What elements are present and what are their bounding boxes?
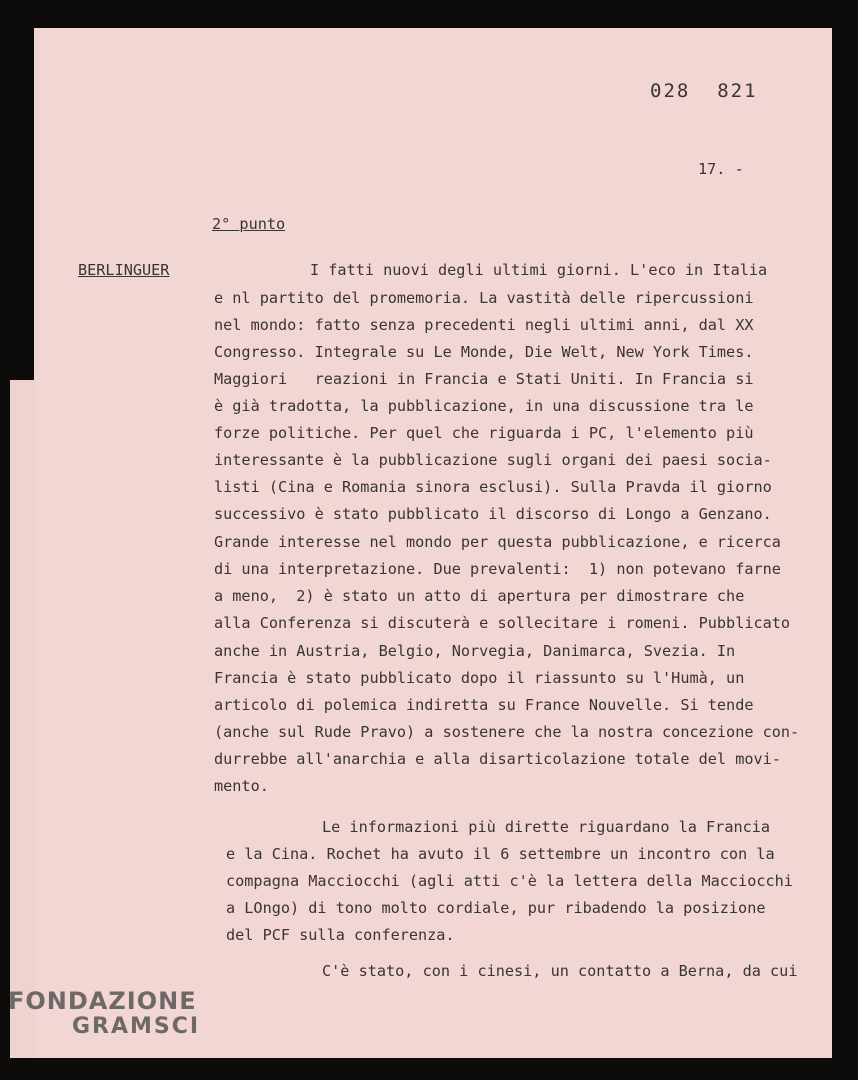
logo-line-1: FONDAZIONE — [8, 987, 197, 1015]
archive-number: 028 821 — [650, 80, 758, 102]
paragraph-line: a LOngo) di tono molto cordiale, pur ribadendo la posizione — [226, 899, 766, 917]
paragraph-line: successivo è stato pubblicato il discorso di Longo a Genzano. — [214, 505, 772, 523]
paragraph-line: nel mondo: fatto senza precedenti negli ultimi anni, dal XX — [214, 316, 754, 334]
paragraph-line: alla Conferenza si discuterà e sollecitare i romeni. Pubblicato — [214, 614, 791, 632]
paragraph-line: Maggiori reazioni in Francia e Stati Uniti. In Francia si — [214, 370, 754, 388]
paragraph-line: articolo di polemica indiretta su France Nouvelle. Si tende — [214, 696, 754, 714]
paragraph-line: mento. — [214, 777, 269, 795]
paragraph-line: Francia è stato pubblicato dopo il riassunto su l'Humà, un — [214, 669, 745, 687]
speaker-name: BERLINGUER — [78, 261, 170, 279]
paragraph-line: a meno, 2) è stato un atto di apertura per dimostrare che — [214, 587, 745, 605]
fondazione-gramsci-logo — [8, 988, 200, 1040]
paragraph-line: Congresso. Integrale su Le Monde, Die Welt, New York Times. — [214, 343, 754, 361]
paragraph-line: di una interpretazione. Due prevalenti: 1) non potevano farne — [214, 560, 781, 578]
paragraph-line: durrebbe all'anarchia e alla disarticolazione totale del movi- — [214, 750, 781, 768]
paragraph-line: e nl partito del promemoria. La vastità delle ripercussioni — [214, 289, 754, 307]
page-number: 17. - — [698, 160, 744, 178]
paragraph-line: interessante è la pubblicazione sugli organi dei paesi socia- — [214, 451, 772, 469]
paragraph-line: Le informazioni più dirette riguardano la Francia — [322, 818, 771, 836]
section-title: 2° punto — [212, 215, 286, 233]
paragraph-line: forze politiche. Per quel che riguarda i PC, l'elemento più — [214, 424, 754, 442]
paragraph-line: è già tradotta, la pubblicazione, in una discussione tra le — [214, 397, 754, 415]
paragraph-line: (anche sul Rude Pravo) a sostenere che la nostra concezione con- — [214, 723, 800, 741]
paragraph-line: del PCF sulla conferenza. — [226, 926, 455, 944]
paragraph-line: C'è stato, con i cinesi, un contatto a Berna, da cui — [322, 962, 798, 980]
paragraph-line: compagna Macciocchi (agli atti c'è la lettera della Macciocchi — [226, 872, 793, 890]
paragraph-line: anche in Austria, Belgio, Norvegia, Danimarca, Svezia. In — [214, 642, 736, 660]
paragraph-line: e la Cina. Rochet ha avuto il 6 settembre un incontro con la — [226, 845, 775, 863]
paragraph-line: I fatti nuovi degli ultimi giorni. L'eco in Italia — [310, 261, 768, 279]
page-torn-edge — [10, 380, 36, 1058]
paragraph-line: listi (Cina e Romania sinora esclusi). Sulla Pravda il giorno — [214, 478, 772, 496]
paragraph-line: Grande interesse nel mondo per questa pubblicazione, e ricerca — [214, 533, 781, 551]
logo-line-2: GRAMSCI — [72, 1014, 201, 1039]
